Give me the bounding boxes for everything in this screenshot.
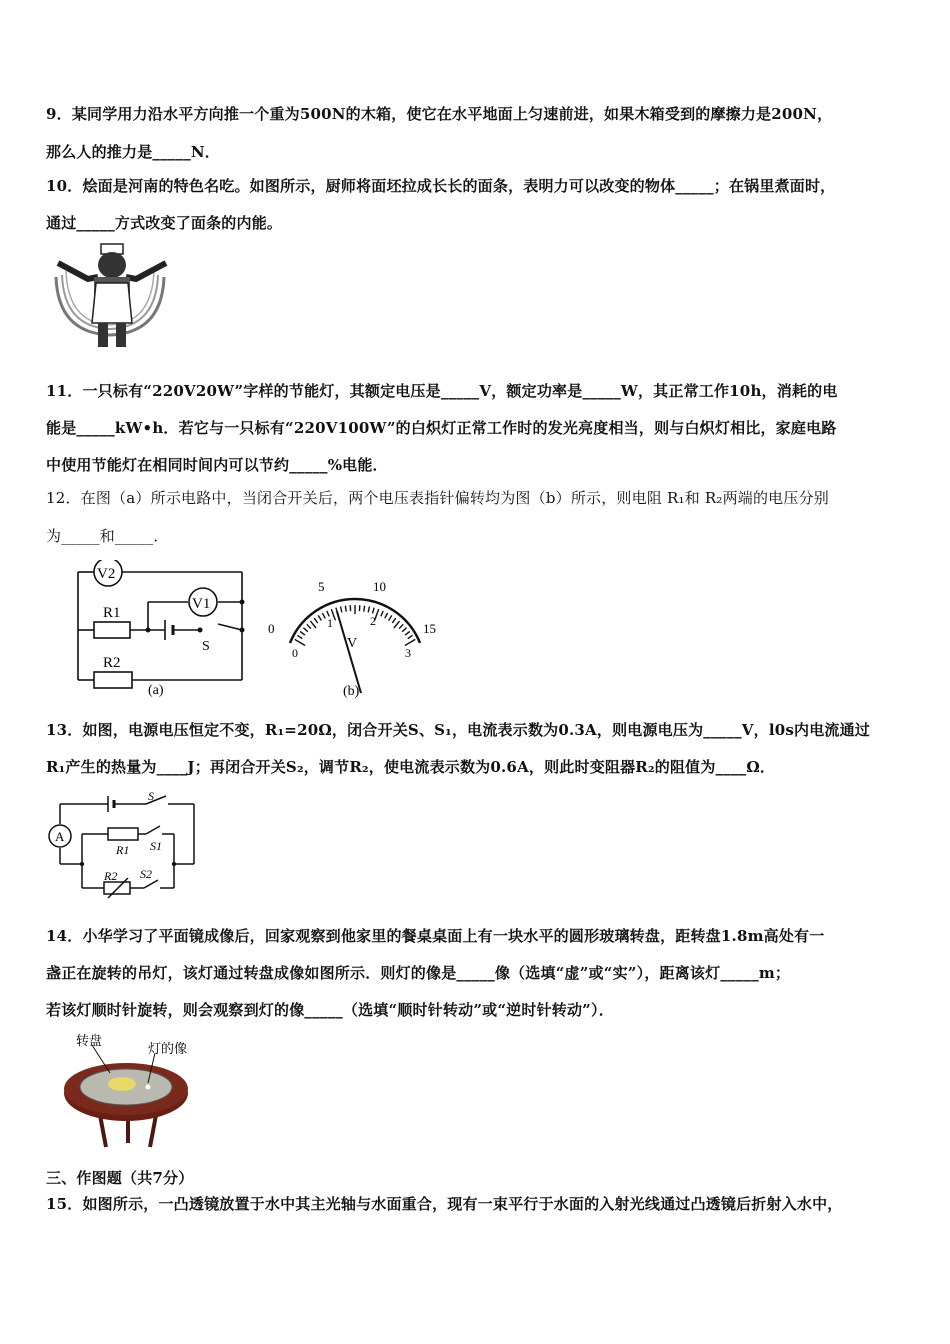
dial-needle — [337, 612, 361, 694]
dial-tick — [392, 618, 396, 623]
turntable-label: 转盘 — [76, 1033, 103, 1048]
outer-tick-15: 15 — [423, 621, 436, 636]
q13-line-1: 13．如图，电源电压恒定不变，R₁=20Ω，闭合开关S、S₁，电流表示数为0.3A，则电源电压为_____V，l0s内电流通过 — [46, 721, 870, 739]
q14-line-3: 若该灯顺时针旋转，则会观察到灯的像_____（选填“顺时针转动”或“逆时针转动”）． — [46, 1001, 614, 1019]
dial-tick — [345, 606, 346, 612]
chef-pulling-noodles-figure — [48, 243, 173, 351]
dial-tick — [303, 628, 307, 632]
dial-tick — [300, 631, 305, 635]
outer-tick-10: 10 — [373, 579, 386, 594]
q9-line-1: 9．某同学用力沿水平方向推一个重为500N的木箱，使它在水平地面上匀速前进，如果木箱受到的摩擦力是200N， — [46, 105, 833, 123]
dial-tick — [322, 613, 325, 618]
dial-tick — [389, 615, 392, 620]
dial-tick — [408, 635, 413, 638]
q10-line-2: 通过_____方式改变了面条的内能。 — [46, 214, 283, 232]
dial-tick — [295, 639, 305, 645]
lamp-image-label: 灯的像 — [148, 1041, 188, 1056]
resistor-r1-label: R1 — [116, 843, 130, 857]
dial-tick — [381, 611, 383, 617]
voltmeter-dial-figure-b — [265, 575, 445, 700]
dial-tick — [314, 618, 318, 623]
q12-line-1: 12．在图（a）所示电路中，当闭合开关后，两个电压表指针偏转均为图（b）所示，则电阻 R₁和 R₂两端的电压分别 — [46, 489, 829, 507]
ammeter-label: A — [55, 829, 65, 844]
q10-line-1: 10．烩面是河南的特色名吃。如图所示，厨师将面坯拉成长长的面条，表明力可以改变的物体_____；在锅里煮面时， — [46, 177, 836, 195]
q11-line-2: 能是_____kW•h．若它与一只标有“220V100W”的白炽灯正常工作时的发光亮度相当，则与白炽灯相比，家庭电路 — [46, 419, 837, 437]
q12-line-2: 为_____和_____． — [46, 527, 169, 545]
dial-tick — [297, 635, 302, 638]
rheostat-r2-label: R2 — [104, 869, 118, 883]
inner-tick-0: 0 — [292, 646, 298, 660]
switch-s2-label: S2 — [140, 867, 152, 881]
dial-tick — [385, 613, 388, 618]
inner-tick-2: 2 — [370, 614, 376, 628]
switch-s1-label: S1 — [150, 839, 162, 853]
q11-line-3: 中使用节能灯在相同时间内可以节约_____%电能． — [46, 456, 388, 474]
dial-tick — [364, 606, 365, 612]
dial-tick — [318, 615, 321, 620]
circuit-figure-a — [70, 560, 250, 700]
dining-table-turntable-figure — [60, 1033, 195, 1151]
resistor-r1-label: R1 — [103, 605, 121, 621]
dial-unit-label: V — [347, 636, 358, 651]
voltmeter-v1-label: V1 — [192, 596, 211, 612]
circuit-figure-q13 — [46, 790, 201, 900]
dial-tick — [399, 624, 403, 628]
section-3-title: 三、作图题（共7分） — [46, 1169, 194, 1187]
dial-tick — [341, 607, 342, 613]
dial-tick — [368, 607, 369, 613]
dial-tick — [402, 628, 406, 632]
outer-tick-5: 5 — [318, 579, 325, 594]
switch-s-label: S — [202, 639, 210, 654]
q15-line-1: 15．如图所示，一凸透镜放置于水中其主光轴与水面重合，现有一束平行于水面的入射光线通过凸透镜后折射入水中， — [46, 1195, 843, 1213]
inner-tick-3: 3 — [405, 646, 411, 660]
q13-line-2: R₁产生的热量为____J；再闭合开关S₂，调节R₂，使电流表示数为0.6A，则此时变阻器R₂的阻值为____Ω． — [46, 758, 776, 776]
figure-a-caption: (a) — [148, 683, 164, 698]
dial-tick — [405, 631, 410, 635]
resistor-r2-label: R2 — [103, 655, 121, 671]
dial-tick — [394, 621, 400, 628]
inner-tick-1: 1 — [327, 616, 333, 630]
dial-tick — [307, 624, 311, 628]
voltmeter-v2-label: V2 — [97, 566, 116, 582]
q14-line-1: 14．小华学习了平面镜成像后，回家观察到他家里的餐桌桌面上有一块水平的圆形玻璃转盘，距转盘1.8m高处有一 — [46, 927, 825, 945]
q14-line-2: 盏正在旋转的吊灯，该灯通过转盘成像如图所示．则灯的像是_____像（选填“虚”或“实”），距离该灯_____m； — [46, 964, 791, 982]
outer-tick-0: 0 — [268, 621, 275, 636]
dial-tick — [405, 639, 415, 645]
q9-line-2: 那么人的推力是_____N． — [46, 143, 221, 161]
dial-tick — [373, 608, 375, 614]
q11-line-1: 11．一只标有“220V20W”字样的节能灯，其额定电压是_____V，额定功率是_____W，其正常工作10h，消耗的电 — [46, 382, 838, 400]
figure-b-caption: (b) — [343, 684, 360, 699]
dial-tick — [310, 621, 316, 628]
switch-s-label: S — [148, 790, 154, 803]
